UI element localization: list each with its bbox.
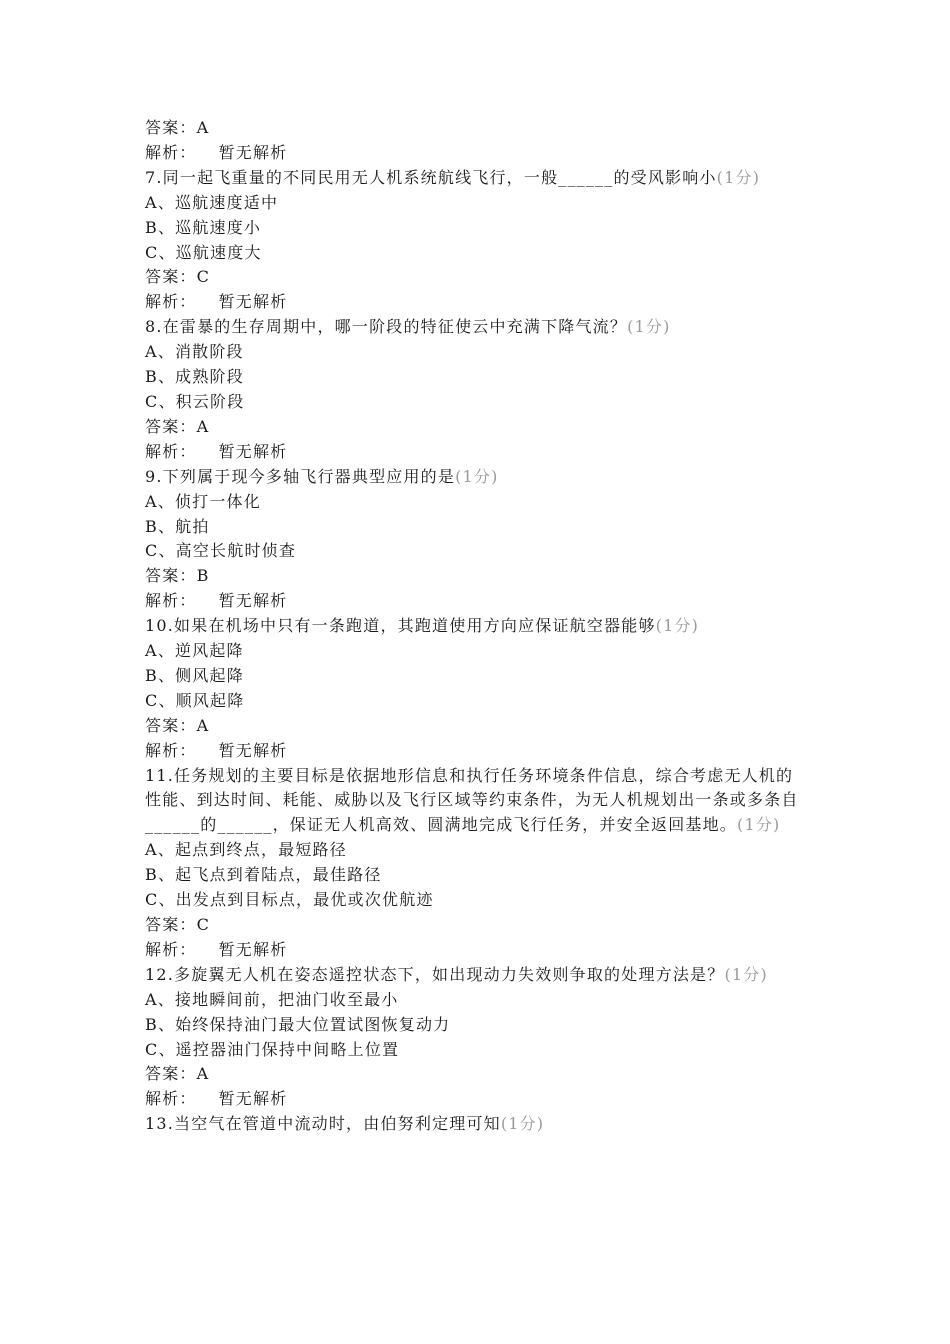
analysis-label: 解析： [145,740,197,760]
question-10 [145,614,810,763]
option-a: A、逆风起降 [145,641,244,661]
answer-line: 答案：C [145,267,211,287]
score-label: (1分) [724,964,768,984]
analysis-text: 暂无解析 [218,740,288,760]
question-11 [145,764,810,963]
option-a: A、侦打一体化 [145,491,261,511]
analysis-text: 暂无解析 [218,591,288,611]
stem-text: 11.任务规划的主要目标是依据地形信息和执行任务环境条件信息，综合考虑无人机的性能、到达时间、耗能、威胁以及飞行区域等约束条件，为无人机规划出一条或多条自______的______，保证无人机高效、圆满地完成飞行任务，并安全返回基地。 [145,765,799,835]
option-c: C、积云阶段 [145,391,245,411]
answer-line: 答案：B [145,566,210,586]
option-a: A、巡航速度适中 [145,192,279,212]
answer-line: 答案：C [145,915,211,934]
analysis-line [145,1087,810,1112]
option-b: B、起飞点到着陆点，最佳路径 [145,865,382,885]
score-label: (1分) [500,1114,545,1134]
stem-text: 7.同一起飞重量的不同民用无人机系统航线飞行，一般______的受风影响小 [145,167,717,187]
option-c: C、巡航速度大 [145,242,262,262]
option-b: B、始终保持油门最大位置试图恢复动力 [145,1014,451,1034]
analysis-text: 暂无解析 [218,939,288,959]
option-a: A、消散阶段 [145,342,244,362]
stem-text: 13.当空气在管道中流动时，由伯努利定理可知 [145,1114,501,1134]
option-b: B、成熟阶段 [145,367,244,387]
stem-text: 9.下列属于现今多轴飞行器典型应用的是 [145,466,456,486]
question-13 [145,1112,810,1137]
question-8 [145,315,810,464]
option-a: A、接地瞬间前，把油门收至最小 [145,989,399,1009]
question-stem [145,1112,810,1137]
question-7 [145,166,810,315]
analysis-label: 解析： [145,1089,197,1109]
option-c: C、顺风起降 [145,690,245,710]
analysis-label: 解析： [145,591,197,611]
score-label: (1分) [737,815,781,835]
analysis-label: 解析： [145,939,197,959]
question-12 [145,963,810,1112]
answer-line: 答案：A [145,118,210,137]
answer-line: 答案：A [145,715,210,735]
analysis-label: 解析： [145,292,197,312]
answer-line: 答案：A [145,416,210,436]
answer-line: 答案：A [145,1064,210,1084]
analysis-line [145,290,810,315]
question-9 [145,465,810,614]
question-stem [145,315,810,340]
question-stem [145,166,810,191]
option-b: B、巡航速度小 [145,217,262,237]
analysis-text: 暂无解析 [218,1089,288,1109]
question-stem [145,614,810,639]
option-b: B、航拍 [145,516,210,536]
analysis-line [145,938,810,963]
option-b: B、侧风起降 [145,665,244,685]
score-label: (1分) [627,317,671,337]
score-label: (1分) [455,466,499,486]
stem-text: 8.在雷暴的生存周期中，哪一阶段的特征使云中充满下降气流？ [145,317,628,337]
option-c: C、出发点到目标点，最优或次优航迹 [145,890,434,910]
analysis-line [145,440,810,465]
stem-text: 10.如果在机场中只有一条跑道，其跑道使用方向应保证航空器能够 [145,616,656,636]
analysis-label: 解析： [145,142,197,162]
analysis-line [145,141,810,166]
stem-text: 12.多旋翼无人机在姿态遥控状态下，如出现动力失效则争取的处理方法是？ [145,964,725,984]
analysis-line [145,589,810,614]
analysis-text: 暂无解析 [218,142,288,162]
question-stem [145,465,810,490]
analysis-line [145,739,810,764]
analysis-text: 暂无解析 [218,292,288,312]
analysis-label: 解析： [145,441,197,461]
option-c: C、遥控器油门保持中间略上位置 [145,1039,400,1059]
option-a: A、起点到终点，最短路径 [145,840,347,860]
score-label: (1分) [655,616,700,636]
question-stem [145,764,810,839]
option-c: C、高空长航时侦查 [145,541,297,561]
score-label: (1分) [716,167,761,187]
analysis-text: 暂无解析 [218,441,288,461]
question-stem [145,963,810,988]
question-list [145,116,810,1137]
